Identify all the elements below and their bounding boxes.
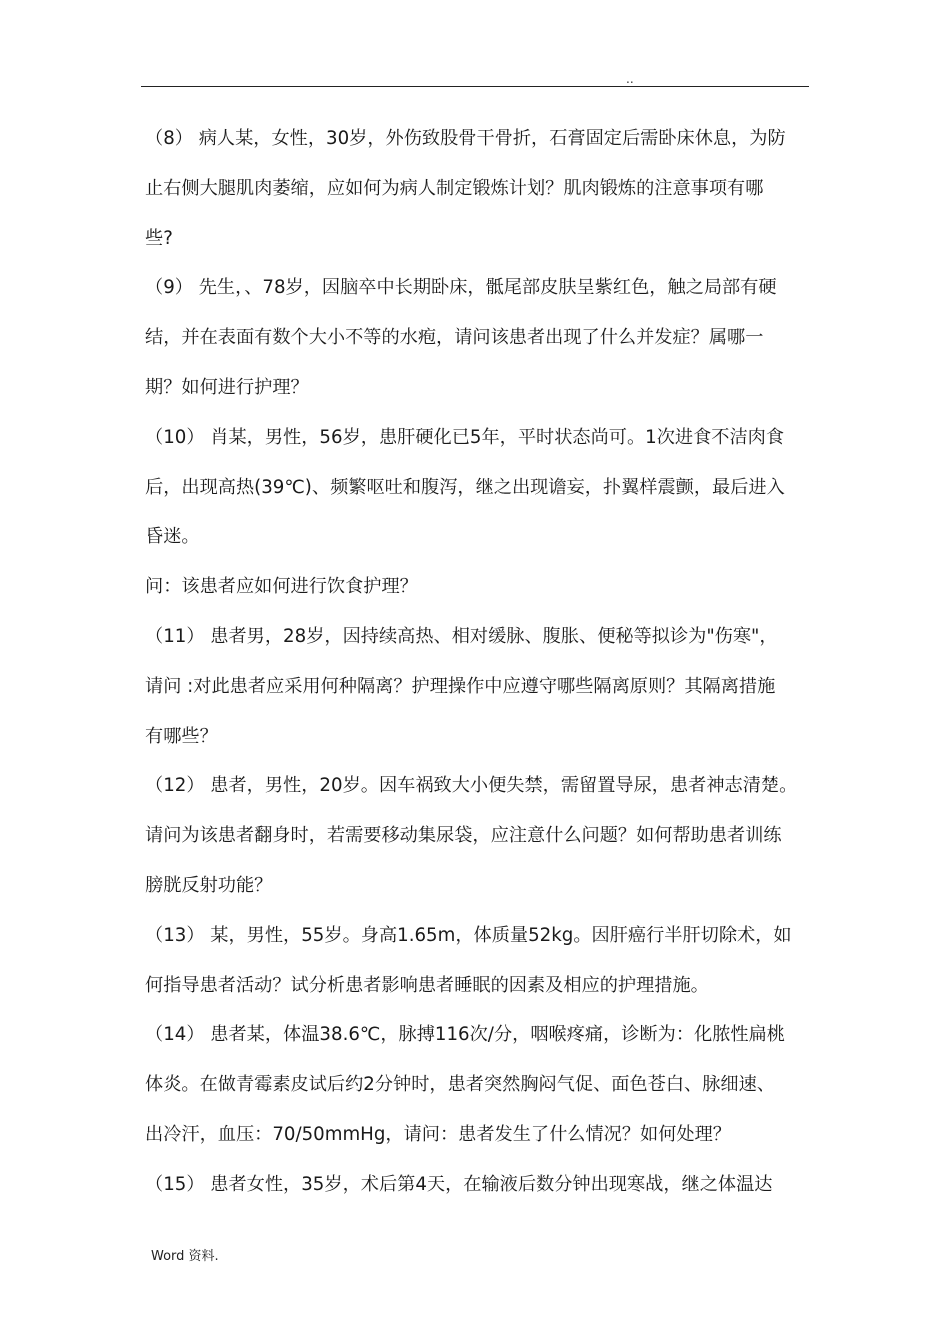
text-line: （11） 患者男，28岁，因持续高热、相对缓脉、腹胀、便秘等拟诊为"伤寒"， [145, 625, 778, 647]
text-line: 有哪些？ [145, 725, 218, 747]
text-line: （10） 肖某，男性，56岁，患肝硬化已5年，平时状态尚可。1次进食不洁肉食 [145, 426, 785, 448]
text-line: （13） 某，男性，55岁。身高1.65m，体质量52kg。因肝癌行半肝切除术，如 [145, 924, 792, 946]
text-line: 出冷汗，血压：70/50mmHg，请问：患者发生了什么情况？如何处理？ [145, 1123, 731, 1145]
text-line: 期？如何进行护理？ [145, 376, 309, 398]
text-line: 结，并在表面有数个大小不等的水疱，请问该患者出现了什么并发症？属哪一 [145, 327, 764, 349]
text-line: 何指导患者活动？试分析患者影响患者睡眠的因素及相应的护理措施。 [145, 974, 709, 996]
text-line: 止右侧大腿肌肉萎缩，应如何为病人制定锻炼计划？肌肉锻炼的注意事项有哪 [145, 177, 764, 199]
text-line: 请问 :对此患者应采用何种隔离？护理操作中应遵守哪些隔离原则？其隔离措施 [145, 675, 776, 697]
footer-text: Word 资料. [151, 1249, 219, 1264]
text-line: 请问为该患者翻身时，若需要移动集尿袋，应注意什么问题？如何帮助患者训练 [145, 825, 782, 847]
text-line: （8） 病人某，女性，30岁，外伤致股骨干骨折，石膏固定后需卧床休息，为防 [145, 128, 786, 149]
text-line: （14） 患者某，体温38.6℃，脉搏116次/分，咽喉疼痛，诊断为：化脓性扁桃 [145, 1024, 785, 1046]
document-body [145, 114, 813, 1210]
text-line: 体炎。在做青霉素皮试后约2分钟时，患者突然胸闷气促、面色苍白、脉细速、 [145, 1074, 775, 1096]
text-line: 膀胱反射功能？ [145, 874, 273, 896]
text-line: 问：该患者应如何进行饮食护理？ [145, 576, 418, 598]
text-line: （12） 患者，男性，20岁。因车祸致大小便失禁，需留置导尿，患者神志清楚。 [145, 775, 798, 797]
header-mark: .. [626, 72, 634, 86]
text-line: 昏迷。 [145, 526, 200, 548]
text-line: （15） 患者女性，35岁，术后第4天，在输液后数分钟出现寒战，继之体温达 [145, 1173, 773, 1195]
header-rule [141, 86, 809, 87]
text-line: 后，出现高热(39℃)、频繁呕吐和腹泻，继之出现谵妄，扑翼样震颤，最后进入 [145, 476, 785, 498]
text-line: （9） 先生，、78岁，因脑卒中长期卧床，骶尾部皮肤呈紫红色，触之局部有硬 [145, 277, 777, 299]
text-line: 些? [145, 227, 173, 249]
